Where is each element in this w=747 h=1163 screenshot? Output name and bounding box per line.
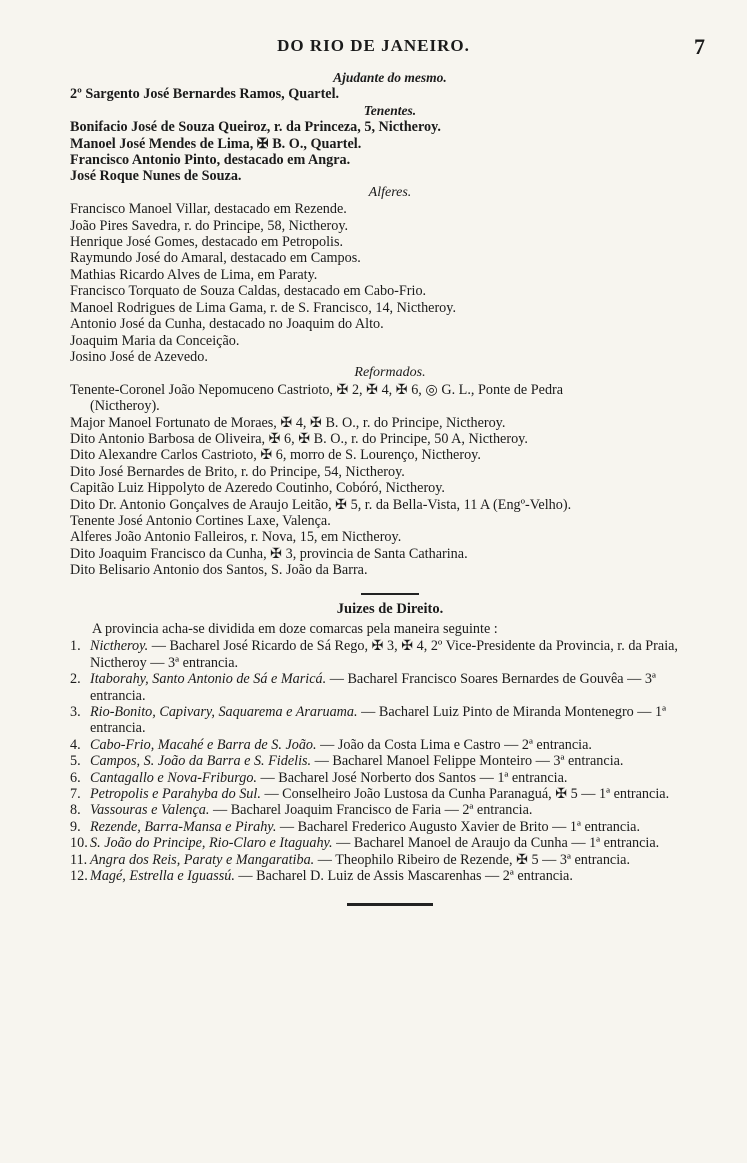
tenente-line: José Roque Nunes de Souza.: [70, 168, 242, 185]
comarca-places: Cantagallo e Nova-Friburgo.: [90, 769, 257, 786]
reformado-line: Tenente José Antonio Cortines Laxe, Valença.: [70, 512, 331, 529]
reformado-line: Dito Antonio Barbosa de Oliveira, ✠ 6, ✠ B. O., r. do Principe, 50 A, Nictheroy.: [70, 430, 528, 447]
comarca-places: Angra dos Reis, Paraty e Mangaratiba.: [90, 851, 315, 868]
tenente-line: Bonifacio José de Souza Queiroz, r. da Princeza, 5, Nictheroy.: [70, 119, 441, 136]
comarca-number: 9.: [70, 818, 81, 835]
ajudante-heading: Ajudante do mesmo.: [333, 70, 447, 85]
comarca-places: Vassouras e Valença.: [90, 802, 210, 819]
comarca-item: [70, 819, 710, 835]
comarca-item: [70, 704, 710, 737]
comarca-judge: — Theophilo Ribeiro de Rezende, ✠ 5 — 3ª entrancia.: [314, 851, 630, 868]
reformado-line: Dito José Bernardes de Brito, r. do Principe, 54, Nictheroy.: [70, 463, 405, 480]
comarca-judge: — Bacharel Manoel Felippe Monteiro — 3ª entrancia.: [311, 753, 624, 770]
alferes-line: Francisco Manoel Villar, destacado em Rezende.: [70, 201, 347, 218]
comarca-places: Nictheroy.: [90, 638, 149, 655]
juizes-heading: Juizes de Direito.: [336, 600, 444, 617]
page-number: 7: [694, 34, 705, 59]
comarca-item: [70, 868, 710, 884]
reformado-line: Dito Joaquim Francisco da Cunha, ✠ 3, provincia de Santa Catharina.: [70, 545, 468, 562]
comarca-item: [70, 671, 710, 704]
comarca-judge: — Bacharel Frederico Augusto Xavier de Brito — 1ª entrancia.: [276, 818, 640, 835]
tenente-line: Francisco Antonio Pinto, destacado em Angra.: [70, 152, 351, 169]
reformado-line: Alferes João Antonio Falleiros, r. Nova, 15, em Nictheroy.: [70, 529, 402, 546]
comarca-number: 3.: [70, 704, 81, 721]
page-content: [70, 70, 710, 906]
page-header: [0, 34, 747, 60]
reformados-heading: Reformados.: [354, 365, 426, 381]
alferes-line: Josino José de Azevedo.: [70, 348, 208, 365]
comarca-item: [70, 753, 710, 769]
comarca-number: 11.: [70, 851, 88, 868]
alferes-line: Joaquim Maria da Conceição.: [70, 332, 240, 349]
juizes-intro: A provincia acha-se dividida em doze comarcas pela maneira seguinte :: [92, 621, 498, 637]
comarca-number: 12.: [70, 868, 88, 885]
reformado-line: (Nictheroy).: [90, 398, 160, 415]
comarca-number: 5.: [70, 753, 81, 770]
reformado-line: Tenente-Coronel João Nepomuceno Castrioto, ✠ 2, ✠ 4, ✠ 6, ◎ G. L., Ponte de Pedra: [70, 381, 564, 398]
comarca-judge: — Bacharel Manoel de Araujo da Cunha — 1ª entrancia.: [332, 835, 660, 852]
alferes-line: João Pires Savedra, r. do Principe, 58, Nictheroy.: [70, 217, 349, 234]
reformado-line: Dito Dr. Antonio Gonçalves de Araujo Leitão, ✠ 5, r. da Bella-Vista, 11 A (Engº-Velho).: [70, 496, 572, 513]
comarca-places: Campos, S. João da Barra e S. Fidelis.: [90, 753, 312, 770]
comarca-number: 4.: [70, 736, 81, 753]
comarca-places: Magé, Estrella e Iguassú.: [90, 868, 235, 885]
reformado-line: Dito Belisario Antonio dos Santos, S. João da Barra.: [70, 562, 368, 579]
comarca-number: 2.: [70, 671, 81, 688]
comarca-number: 10.: [70, 835, 88, 852]
comarca-item: [70, 638, 710, 671]
section-divider: [361, 593, 419, 595]
comarca-places: Rezende, Barra-Mansa e Pirahy.: [90, 818, 277, 835]
comarca-judge: — Conselheiro João Lustosa da Cunha Paranaguá, ✠ 5 — 1ª entrancia.: [260, 786, 670, 803]
comarca-places: Itaborahy, Santo Antonio de Sá e Maricá.: [90, 671, 327, 688]
reformado-line: Major Manoel Fortunato de Moraes, ✠ 4, ✠ B. O., r. do Principe, Nictheroy.: [70, 414, 506, 431]
comarca-judge: — Bacharel Francisco Soares Bernardes de Gouvêa — 3ª entrancia.: [90, 671, 656, 704]
comarca-item: [70, 770, 710, 786]
alferes-line: Manoel Rodrigues de Lima Gama, r. de S. Francisco, 14, Nictheroy.: [70, 299, 456, 316]
comarca-places: Cabo-Frio, Macahé e Barra de S. João.: [90, 736, 317, 753]
alferes-line: Mathias Ricardo Alves de Lima, em Paraty.: [70, 266, 318, 283]
tenentes-heading: Tenentes.: [363, 102, 417, 118]
alferes-heading: Alferes.: [368, 184, 412, 200]
running-head: DO RIO DE JANEIRO.: [277, 36, 470, 55]
comarca-item: [70, 852, 710, 868]
comarca-item: [70, 737, 710, 753]
comarca-judge: — Bacharel José Ricardo de Sá Rego, ✠ 3, ✠ 4, 2º Vice-Presidente da Provincia, r. da Praia, Nictheroy — 3ª entrancia.: [90, 638, 678, 671]
comarca-number: 7.: [70, 786, 81, 803]
end-rule: [347, 903, 433, 906]
reformado-line: Capitão Luiz Hippolyto de Azeredo Coutinho, Cobóró, Nictheroy.: [70, 480, 445, 497]
comarca-list: [70, 638, 710, 884]
comarca-judge: — Bacharel José Norberto dos Santos — 1ª entrancia.: [256, 769, 568, 786]
alferes-line: Francisco Torquato de Souza Caldas, destacado em Cabo-Frio.: [70, 283, 427, 300]
comarca-item: [70, 802, 710, 818]
comarca-number: 6.: [70, 769, 81, 786]
comarca-places: Rio-Bonito, Capivary, Saquarema e Araruama.: [90, 704, 358, 721]
comarca-number: 1.: [70, 638, 81, 655]
reformado-line: Dito Alexandre Carlos Castrioto, ✠ 6, morro de S. Lourenço, Nictheroy.: [70, 447, 481, 464]
comarca-judge: — Bacharel D. Luiz de Assis Mascarenhas — 2ª entrancia.: [234, 868, 573, 885]
alferes-line: Raymundo José do Amaral, destacado em Campos.: [70, 250, 361, 267]
comarca-places: Petropolis e Parahyba do Sul.: [90, 786, 261, 803]
tenente-line: Manoel José Mendes de Lima, ✠ B. O., Quartel.: [70, 135, 362, 152]
alferes-line: Antonio José da Cunha, destacado no Joaquim do Alto.: [70, 316, 384, 333]
comarca-judge: — Bacharel Joaquim Francisco de Faria — 2ª entrancia.: [209, 802, 533, 819]
comarca-judge: — João da Costa Lima e Castro — 2ª entrancia.: [316, 736, 592, 753]
comarca-judge: — Bacharel Luiz Pinto de Miranda Montenegro — 1ª entrancia.: [90, 704, 667, 737]
comarca-number: 8.: [70, 802, 81, 819]
ajudante-line: 2º Sargento José Bernardes Ramos, Quartel.: [70, 86, 340, 103]
comarca-item: [70, 786, 710, 802]
alferes-line: Henrique José Gomes, destacado em Petropolis.: [70, 234, 344, 251]
comarca-item: [70, 835, 710, 851]
comarca-places: S. João do Principe, Rio-Claro e Itaguahy.: [90, 835, 333, 852]
